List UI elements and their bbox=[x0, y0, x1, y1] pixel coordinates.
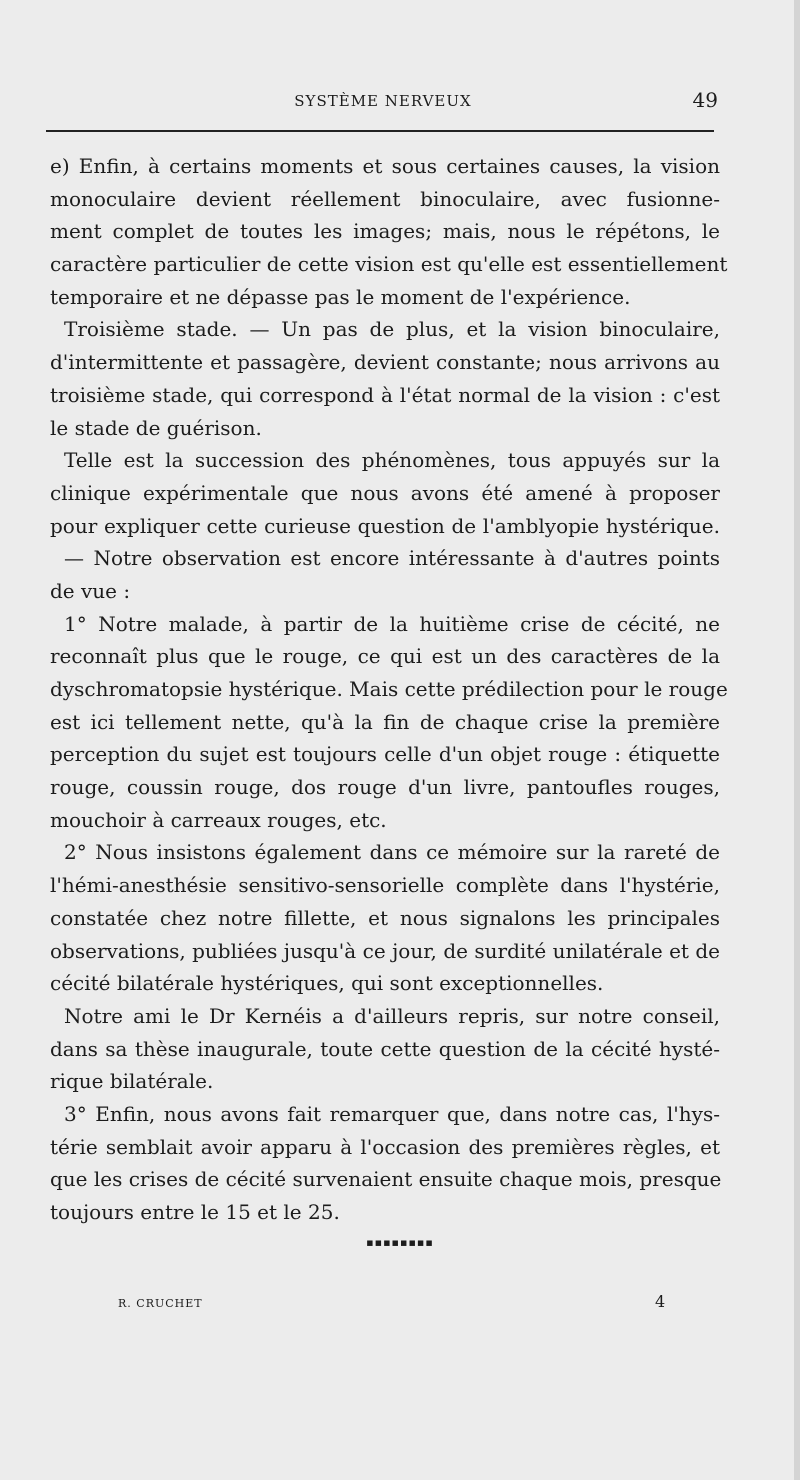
text-line: constatée chez notre fillette, et nous signalons les principales bbox=[50, 905, 720, 930]
text-line: observations, publiées jusqu'à ce jour, de surdité unilatérale et de bbox=[50, 938, 720, 963]
text-line: troisième stade, qui correspond à l'état normal de la vision : c'est bbox=[50, 382, 720, 407]
text-line: cécité bilatérale hystériques, qui sont exceptionnelles. bbox=[50, 971, 604, 996]
section-ornament: ▪▪▪▪▪▪▪▪ bbox=[366, 1236, 434, 1249]
text-line: l'hémi-anesthésie sensitivo-sensorielle complète dans l'hystérie, bbox=[50, 873, 720, 898]
text-line: rouge, coussin rouge, dos rouge d'un livre, pantoufles rouges, bbox=[50, 775, 720, 800]
text-line: dyschromatopsie hystérique. Mais cette prédilection pour le rouge bbox=[50, 677, 728, 701]
text-line: ment complet de toutes les images; mais, nous le répétons, le bbox=[50, 219, 720, 244]
text-line: Troisième stade. — Un pas de plus, et la vision binoculaire, bbox=[64, 317, 720, 342]
text-line: dans sa thèse inaugurale, toute cette question de la cécité hysté- bbox=[50, 1036, 720, 1061]
text-line: temporaire et ne dépasse pas le moment de l'expérience. bbox=[50, 284, 631, 309]
text-line: Telle est la succession des phénomènes, tous appuyés sur la bbox=[64, 448, 720, 473]
text-line: est ici tellement nette, qu'à la fin de chaque crise la première bbox=[50, 709, 720, 734]
text-line: que les crises de cécité survenaient ensuite chaque mois, presque bbox=[50, 1167, 722, 1192]
text-line: reconnaît plus que le rouge, ce qui est un des caractères de la bbox=[50, 644, 720, 669]
text-line: pour expliquer cette curieuse question de l'amblyopie hystérique. bbox=[50, 513, 720, 538]
text-line: Notre ami le Dr Kernéis a d'ailleurs repris, sur notre conseil, bbox=[64, 1003, 720, 1028]
text-line: e) Enfin, à certains moments et sous certaines causes, la vision bbox=[50, 154, 720, 178]
text-line: 3° Enfin, nous avons fait remarquer que, dans notre cas, l'hys- bbox=[64, 1101, 720, 1126]
text-line: le stade de guérison. bbox=[50, 415, 262, 440]
body-text bbox=[50, 150, 728, 1229]
text-line: clinique expérimentale que nous avons été amené à proposer bbox=[50, 480, 720, 505]
text-line: caractère particulier de cette vision est qu'elle est essentiellement bbox=[50, 252, 728, 277]
page-edge bbox=[794, 0, 800, 1480]
running-title: SYSTÈME NERVEUX bbox=[294, 92, 472, 110]
sheet-number: 4 bbox=[655, 1292, 666, 1311]
text-line: mouchoir à carreaux rouges, etc. bbox=[50, 807, 387, 832]
text-line: de vue : bbox=[50, 578, 131, 603]
text-line: 2° Nous insistons également dans ce mémoire sur la rareté de bbox=[64, 840, 720, 865]
printer-signature: R. CRUCHET bbox=[118, 1297, 203, 1310]
text-line: d'intermittente et passagère, devient constante; nous arrivons au bbox=[50, 350, 720, 375]
text-line: toujours entre le 15 et le 25. bbox=[50, 1200, 340, 1224]
header-rule bbox=[46, 130, 714, 132]
text-line: 1° Notre malade, à partir de la huitième crise de cécité, ne bbox=[64, 611, 720, 636]
text-line: monoculaire devient réellement binoculaire, avec fusionne- bbox=[50, 186, 720, 211]
text-line: — Notre observation est encore intéressante à d'autres points bbox=[64, 546, 720, 571]
page-number: 49 bbox=[692, 88, 718, 112]
text-line: perception du sujet est toujours celle d'un objet rouge : étiquette bbox=[50, 742, 720, 767]
running-head bbox=[48, 88, 718, 118]
text-line: rique bilatérale. bbox=[50, 1069, 214, 1094]
text-line: térie semblait avoir apparu à l'occasion des premières règles, et bbox=[50, 1134, 720, 1159]
